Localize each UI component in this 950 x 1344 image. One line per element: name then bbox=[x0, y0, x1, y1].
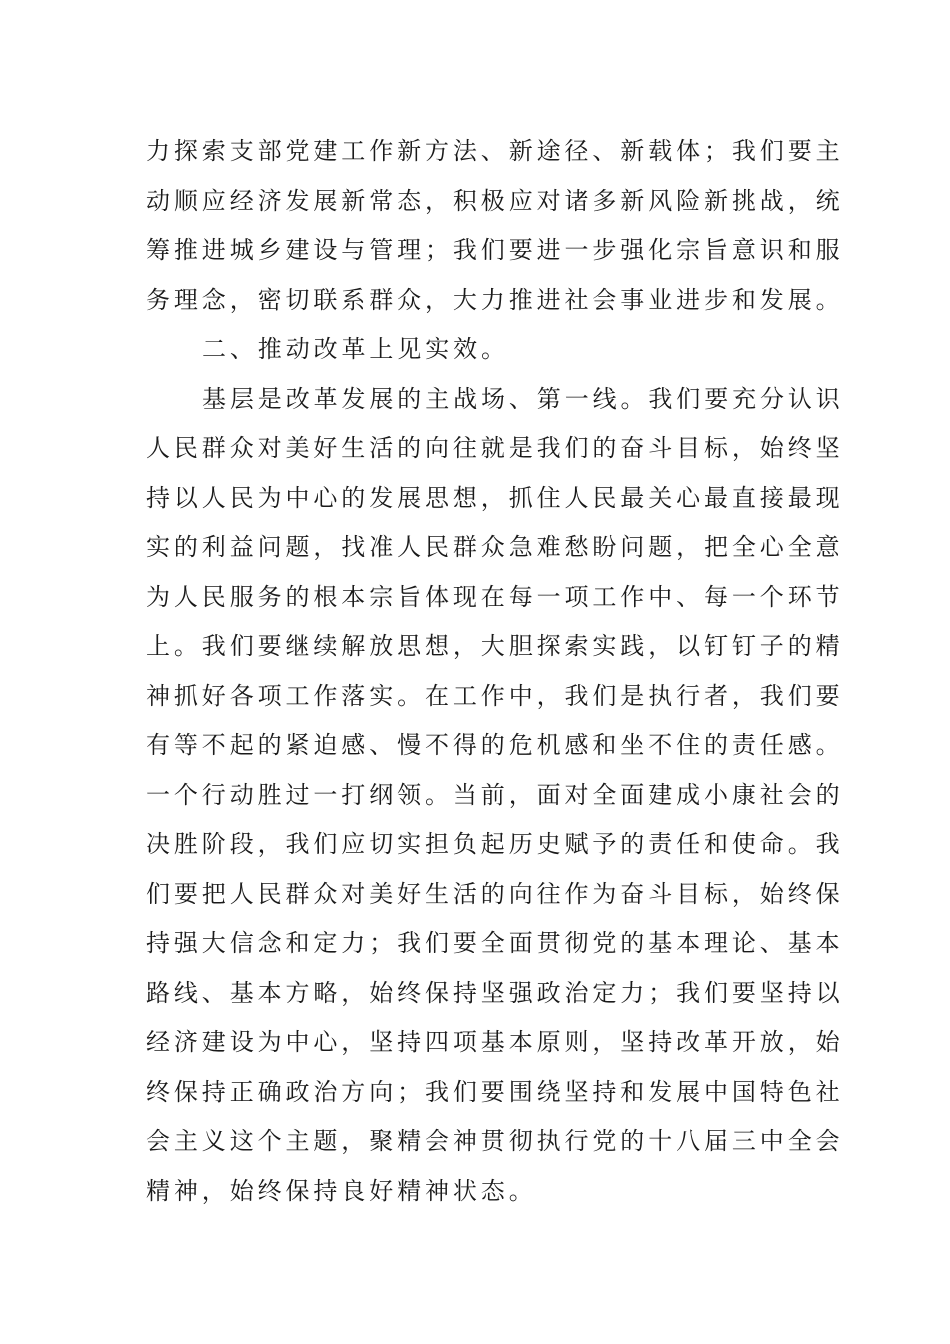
text-line: 终保持正确政治方向；我们要围绕坚持和发展中国特色社 bbox=[146, 1077, 844, 1106]
section-heading: 二、推动改革上见实效。 bbox=[202, 335, 509, 363]
text-line: 决胜阶段，我们应切实担负起历史赋予的责任和使命。我 bbox=[146, 830, 844, 858]
text-line: 动顺应经济发展新常态，积极应对诸多新风险新挑战，统 bbox=[146, 186, 844, 215]
paragraph-first-line: 基层是改革发展的主战场、第一线。我们要充分认识 bbox=[202, 384, 844, 413]
text-line: 筹推进城乡建设与管理；我们要进一步强化宗旨意识和服 bbox=[146, 236, 844, 264]
text-line: 有等不起的紧迫感、慢不得的危机感和坐不住的责任感。 bbox=[146, 731, 844, 759]
text-line: 们要把人民群众对美好生活的向往作为奋斗目标，始终保 bbox=[146, 879, 844, 908]
text-line: 实的利益问题，找准人民群众急难愁盼问题，把全心全意 bbox=[146, 533, 844, 561]
text-line: 人民群众对美好生活的向往就是我们的奋斗目标，始终坚 bbox=[146, 434, 844, 462]
text-line: 务理念，密切联系群众，大力推进社会事业进步和发展。 bbox=[146, 285, 844, 314]
text-line: 路线、基本方略，始终保持坚强政治定力；我们要坚持以 bbox=[146, 978, 844, 1007]
text-line: 为人民服务的根本宗旨体现在每一项工作中、每一个环节 bbox=[146, 582, 844, 611]
text-line: 持以人民为中心的发展思想，抓住人民最关心最直接最现 bbox=[146, 483, 844, 512]
text-line: 上。我们要继续解放思想，大胆探索实践，以钉钉子的精 bbox=[146, 632, 844, 660]
text-line: 精神，始终保持良好精神状态。 bbox=[146, 1176, 537, 1205]
text-line: 会主义这个主题，聚精会神贯彻执行党的十八届三中全会 bbox=[146, 1127, 844, 1155]
text-line: 神抓好各项工作落实。在工作中，我们是执行者，我们要 bbox=[146, 681, 844, 710]
text-line: 持强大信念和定力；我们要全面贯彻党的基本理论、基本 bbox=[146, 929, 844, 957]
body-text bbox=[146, 128, 844, 1217]
text-line: 力探索支部党建工作新方法、新途径、新载体；我们要主 bbox=[146, 137, 844, 165]
text-line: 经济建设为中心，坚持四项基本原则，坚持改革开放，始 bbox=[146, 1028, 844, 1056]
text-line: 一个行动胜过一打纲领。当前，面对全面建成小康社会的 bbox=[146, 780, 844, 809]
